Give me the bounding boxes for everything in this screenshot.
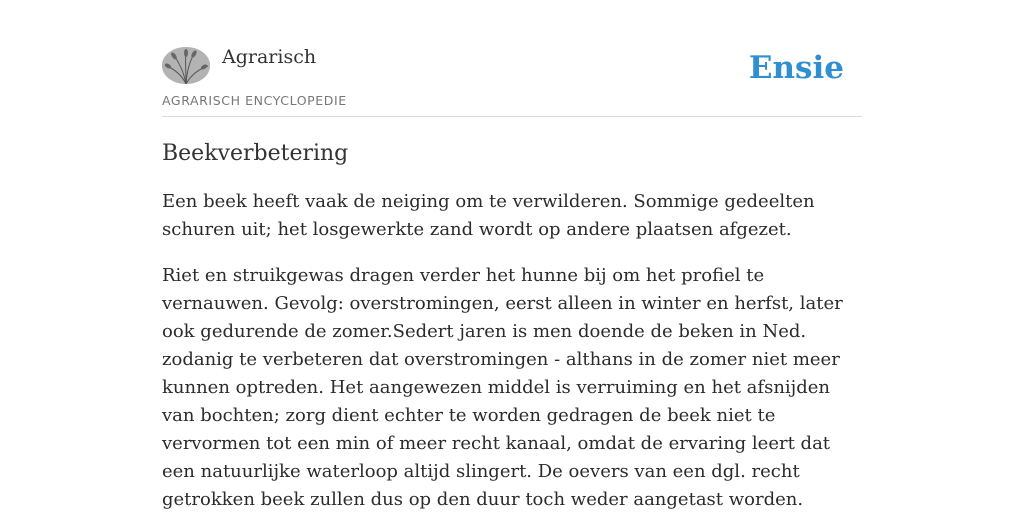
article-paragraph: Een beek heeft vaak de neiging om te verwilderen. Sommige gedeelten schuren uit; het losgewerkte zand wordt op andere plaatsen afgezet.	[162, 191, 815, 240]
article	[162, 138, 862, 514]
header	[162, 44, 862, 117]
source-title[interactable]: Agrarisch	[222, 46, 317, 68]
article-title: Beekverbetering	[162, 141, 349, 166]
source-subtitle: AGRARISCH ENCYCLOPEDIE	[162, 93, 347, 108]
article-paragraph: Riet en struikgewas dragen verder het hunne bij om het profiel te vernauwen. Gevolg: overstromingen, eerst alleen in winter en herfst, later ook gedurende de zomer.Sedert jaren is men doende de beken in Ned. zodanig te verbeteren dat overstromingen - althans in de zomer niet meer kunnen optreden. Het aangewezen middel is verruiming en het afsnijden van bochten; zorg dient echter te worden gedragen de beek niet te vervormen tot een min of meer recht kanaal, omdat de ervaring leert dat een natuurlijke waterloop altijd slingert. De oevers van een dgl. recht getrokken beek zullen dus op den duur toch weder aangetast worden.	[162, 265, 843, 510]
brand-logo[interactable]: Ensie	[748, 50, 844, 86]
wheat-engraving-icon[interactable]	[162, 47, 210, 84]
